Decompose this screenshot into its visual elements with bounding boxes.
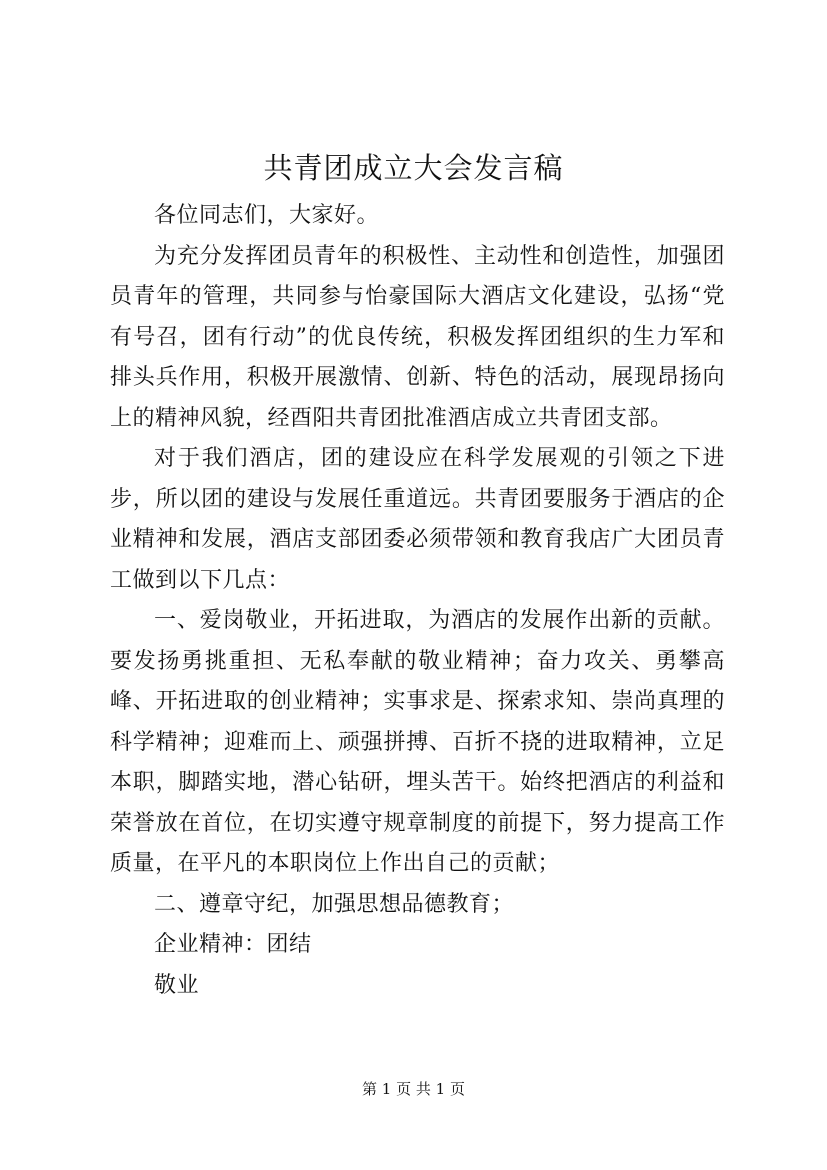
paragraph-dedication: 敬业 [154, 972, 200, 998]
document-body [110, 196, 725, 1006]
document-title: 共青团成立大会发言稿 [263, 151, 564, 185]
paragraph-construction: 对于我们酒店，团的建设应在科学发展观的引领之下进步，所以团的建设与发展任重道远。共青团要服务于酒店的企业精神和发展，酒店支部团委必须带领和教育我店广大团员青工做到以下几点： [110, 446, 725, 593]
page-number-footer: 第 1 页 共 1 页 [362, 1080, 465, 1098]
paragraph-point-one: 一、爱岗敬业，开拓进取，为酒店的发展作出新的贡献。要发扬勇挑重担、无私奉献的敬业精神；奋力攻关、勇攀高峰、开拓进取的创业精神；实事求是、探索求知、崇尚真理的科学精神；迎难而上、顽强拼搏、百折不挠的进取精神，立足本职，脚踏实地，潜心钻研，埋头苦干。始终把酒店的利益和荣誉放在首位，在切实遵守规章制度的前提下，努力提高工作质量，在平凡的本职岗位上作出自己的贡献； [110, 608, 725, 876]
paragraph-intro: 为充分发挥团员青年的积极性、主动性和创造性，加强团员青年的管理，共同参与怡豪国际大酒店文化建设，弘扬“党有号召，团有行动”的优良传统，积极发挥团组织的生力军和排头兵作用，积极开展激情、创新、特色的活动，展现昂扬向上的精神风貌，经酉阳共青团批准酒店成立共青团支部。 [110, 243, 725, 431]
paragraph-greeting: 各位同志们，大家好。 [154, 203, 380, 228]
paragraph-point-two: 二、遵章守纪，加强思想品德教育； [154, 891, 515, 917]
paragraph-enterprise-spirit: 企业精神：团结 [154, 932, 312, 957]
